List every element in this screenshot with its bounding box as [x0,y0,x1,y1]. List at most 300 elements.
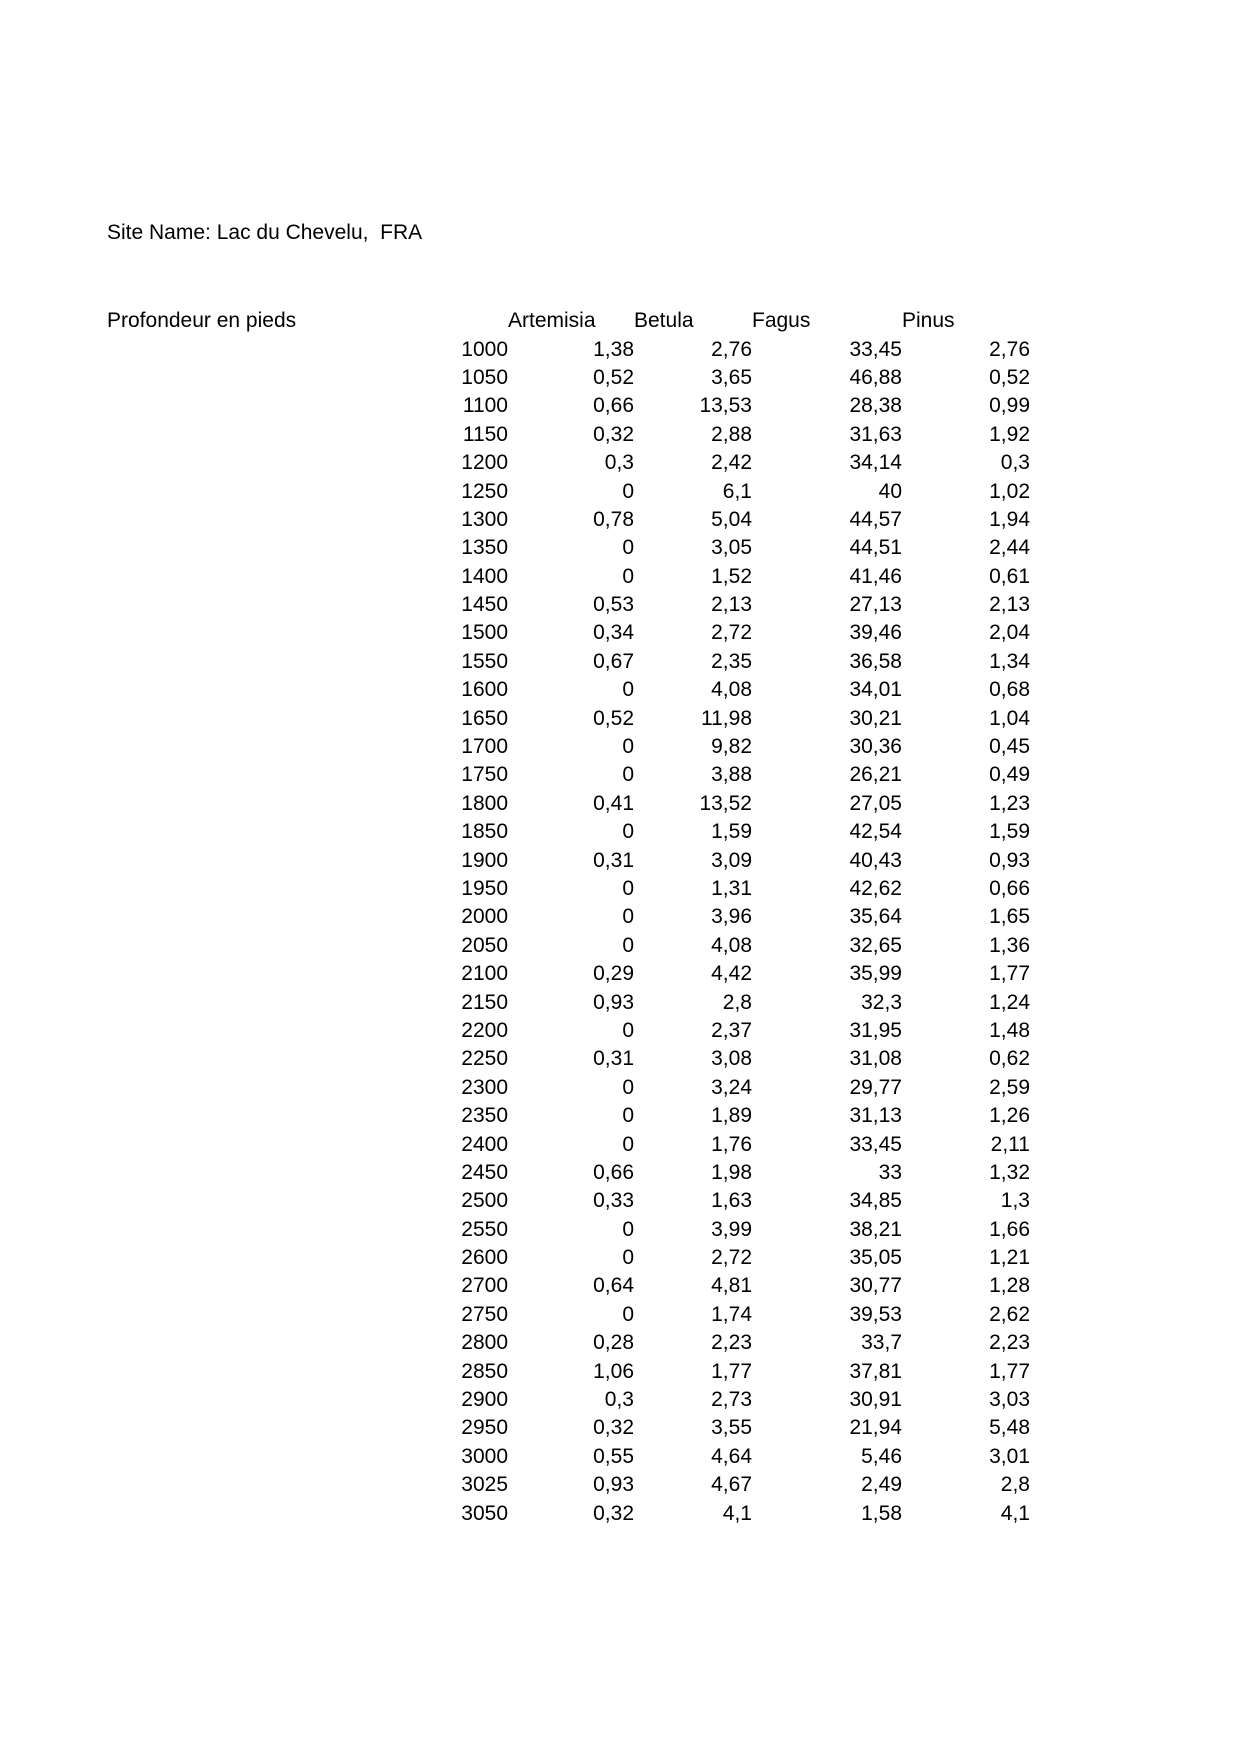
cell-artemisia: 0,31 [593,848,634,872]
cell-depth: 2550 [461,1217,508,1241]
cell-pinus: 1,66 [989,1217,1030,1241]
cell-depth: 2450 [461,1160,508,1184]
row-label-spacer [107,648,392,676]
table-row [107,676,1030,704]
cell-pinus: 2,76 [989,337,1030,361]
cell-artemisia: 0,31 [593,1047,634,1071]
cell-fagus: 41,46 [849,564,902,588]
cell-betula: 4,08 [711,678,752,702]
cell-depth: 2850 [461,1359,508,1383]
row-label-spacer [107,1159,392,1187]
cell-betula: 3,65 [711,365,752,389]
cell-depth: 1300 [461,507,508,531]
cell-artemisia: 0,53 [593,593,634,617]
table-row [107,1216,1030,1244]
cell-pinus: 0,99 [989,394,1030,418]
cell-betula: 3,96 [711,905,752,929]
table-row [107,563,1030,591]
row-label-spacer [107,676,392,704]
cell-depth: 2750 [461,1302,508,1326]
cell-depth: 1350 [461,536,508,560]
cell-depth: 1800 [461,791,508,815]
cell-pinus: 2,11 [990,1132,1030,1156]
cell-artemisia: 0,28 [593,1331,634,1355]
cell-depth: 1400 [461,564,508,588]
cell-fagus: 33,45 [849,337,902,361]
cell-artemisia: 0,3 [604,451,634,475]
cell-pinus: 0,93 [989,848,1030,872]
cell-fagus: 35,99 [849,962,902,986]
cell-fagus: 44,57 [849,507,902,531]
cell-depth: 1550 [461,649,508,673]
table-row [107,1187,1030,1215]
table-row [107,1130,1030,1158]
cell-depth: 1200 [461,451,508,475]
cell-depth: 2250 [461,1047,508,1071]
cell-fagus: 34,85 [849,1189,902,1213]
table-row [107,1017,1030,1045]
cell-betula: 3,88 [711,763,752,787]
cell-depth: 1750 [461,763,508,787]
cell-depth: 2150 [461,990,508,1014]
cell-depth: 1850 [461,820,508,844]
cell-fagus: 35,05 [849,1246,902,1270]
cell-depth: 2200 [461,1018,508,1042]
cell-artemisia: 0,78 [593,507,634,531]
cell-artemisia: 0 [622,564,634,588]
row-label-spacer [107,1329,392,1357]
table-row [107,1301,1030,1329]
pollen-data-table [107,307,1030,1528]
row-label-spacer [107,903,392,931]
cell-artemisia: 0 [622,1075,634,1099]
cell-fagus: 31,13 [849,1104,902,1128]
cell-pinus: 0,52 [989,365,1030,389]
column-header-artemisia: Artemisia [508,309,596,333]
cell-artemisia: 0 [622,1104,634,1128]
cell-fagus: 38,21 [849,1217,902,1241]
cell-fagus: 31,95 [849,1018,902,1042]
cell-pinus: 2,59 [989,1075,1030,1099]
cell-pinus: 1,34 [989,649,1030,673]
cell-fagus: 30,21 [849,706,902,730]
table-row [107,1471,1030,1499]
cell-fagus: 44,51 [849,536,902,560]
cell-fagus: 30,91 [849,1388,902,1412]
table-row [107,1499,1030,1527]
cell-fagus: 30,77 [849,1274,902,1298]
table-row [107,534,1030,562]
cell-artemisia: 0,52 [593,365,634,389]
cell-betula: 6,1 [722,479,752,503]
table-row [107,846,1030,874]
cell-pinus: 0,62 [989,1047,1030,1071]
cell-artemisia: 0 [622,1132,634,1156]
cell-pinus: 2,13 [989,593,1030,617]
cell-fagus: 42,54 [849,820,902,844]
table-row [107,960,1030,988]
cell-depth: 1650 [461,706,508,730]
cell-fagus: 2,49 [861,1473,902,1497]
row-label-spacer [107,875,392,903]
cell-artemisia: 0 [622,1018,634,1042]
cell-artemisia: 0,64 [593,1274,634,1298]
cell-depth: 1500 [461,621,508,645]
cell-pinus: 2,8 [1000,1473,1030,1497]
cell-fagus: 1,58 [861,1501,902,1525]
cell-fagus: 33,7 [861,1331,902,1355]
cell-artemisia: 0,66 [593,1160,634,1184]
cell-pinus: 0,49 [989,763,1030,787]
row-label-spacer [107,704,392,732]
cell-depth: 1600 [461,678,508,702]
table-row [107,335,1030,363]
column-header-pinus: Pinus [902,309,955,333]
cell-fagus: 31,08 [849,1047,902,1071]
cell-betula: 4,64 [711,1444,752,1468]
site-name-title: Site Name: Lac du Chevelu, FRA [107,221,423,244]
cell-pinus: 1,21 [989,1246,1030,1270]
cell-artemisia: 0,55 [593,1444,634,1468]
cell-depth: 1250 [461,479,508,503]
cell-pinus: 1,77 [989,962,1030,986]
cell-pinus: 0,61 [989,564,1030,588]
cell-fagus: 40 [878,479,902,503]
cell-fagus: 33,45 [849,1132,902,1156]
header-row [107,307,1030,335]
cell-artemisia: 0,29 [593,962,634,986]
cell-pinus: 3,01 [989,1444,1030,1468]
row-label-spacer [107,1357,392,1385]
cell-betula: 4,1 [722,1501,752,1525]
cell-betula: 13,53 [699,394,752,418]
cell-betula: 2,72 [711,621,752,645]
table-row [107,1045,1030,1073]
cell-artemisia: 0 [622,1217,634,1241]
cell-pinus: 5,48 [989,1416,1030,1440]
table-row [107,733,1030,761]
table-row [107,619,1030,647]
row-label-spacer [107,988,392,1016]
table-row [107,449,1030,477]
cell-depth: 1100 [462,394,508,418]
table-row [107,988,1030,1016]
cell-betula: 2,76 [711,337,752,361]
row-label-spacer [107,449,392,477]
row-label-spacer [107,1017,392,1045]
row-label-spacer [107,733,392,761]
cell-fagus: 29,77 [849,1075,902,1099]
cell-artemisia: 0,67 [593,649,634,673]
row-label-spacer [107,563,392,591]
table-row [107,704,1030,732]
cell-betula: 1,76 [711,1132,752,1156]
row-label-spacer [107,534,392,562]
row-label-spacer [107,1499,392,1527]
cell-betula: 3,24 [711,1075,752,1099]
cell-fagus: 42,62 [849,877,902,900]
cell-betula: 2,72 [711,1246,752,1270]
cell-fagus: 26,21 [849,763,902,787]
cell-betula: 5,04 [711,507,752,531]
table-row [107,506,1030,534]
cell-betula: 13,52 [699,791,752,815]
table-row [107,477,1030,505]
cell-pinus: 1,65 [989,905,1030,929]
cell-depth: 1900 [461,848,508,872]
cell-depth: 1050 [461,365,508,389]
cell-fagus: 21,94 [849,1416,902,1440]
cell-pinus: 1,28 [989,1274,1030,1298]
cell-depth: 2100 [461,962,508,986]
cell-fagus: 32,3 [861,990,902,1014]
cell-pinus: 1,3 [1000,1189,1030,1213]
cell-depth: 2950 [461,1416,508,1440]
cell-depth: 1450 [461,593,508,617]
table-row [107,875,1030,903]
table-row [107,1443,1030,1471]
cell-depth: 2800 [461,1331,508,1355]
cell-fagus: 37,81 [849,1359,902,1383]
cell-depth: 2000 [461,905,508,929]
cell-artemisia: 0 [622,479,634,503]
column-header-fagus: Fagus [752,309,811,333]
cell-betula: 4,81 [711,1274,752,1298]
table-row [107,761,1030,789]
table-body [107,335,1030,1527]
cell-pinus: 1,26 [989,1104,1030,1128]
cell-betula: 1,59 [711,820,752,844]
cell-artemisia: 0 [622,1302,634,1326]
cell-depth: 2300 [461,1075,508,1099]
cell-fagus: 30,36 [849,735,902,759]
cell-betula: 9,82 [711,735,752,759]
cell-depth: 1700 [461,735,508,759]
cell-artemisia: 0 [622,536,634,560]
cell-fagus: 5,46 [861,1444,902,1468]
row-label-spacer [107,591,392,619]
cell-betula: 1,74 [711,1302,752,1326]
row-label-spacer [107,1471,392,1499]
table-row [107,1159,1030,1187]
cell-pinus: 1,48 [989,1018,1030,1042]
cell-betula: 4,67 [711,1473,752,1497]
cell-depth: 2400 [461,1132,508,1156]
cell-betula: 2,35 [711,649,752,673]
depth-values-column-spacer [392,307,508,335]
row-label-spacer [107,1244,392,1272]
cell-artemisia: 0 [622,678,634,702]
table-row [107,591,1030,619]
cell-betula: 3,99 [711,1217,752,1241]
cell-artemisia: 0 [622,735,634,759]
row-label-spacer [107,335,392,363]
row-label-spacer [107,1272,392,1300]
table-row [107,818,1030,846]
row-label-spacer [107,790,392,818]
cell-depth: 2050 [461,933,508,957]
cell-depth: 2350 [461,1104,508,1128]
cell-betula: 2,88 [711,422,752,446]
cell-pinus: 1,77 [989,1359,1030,1383]
cell-fagus: 34,14 [849,451,902,475]
cell-betula: 4,42 [711,962,752,986]
cell-betula: 3,05 [711,536,752,560]
cell-artemisia: 0,93 [593,990,634,1014]
column-header-betula: Betula [634,309,694,333]
row-label-spacer [107,1386,392,1414]
cell-betula: 2,23 [711,1331,752,1355]
table-row [107,648,1030,676]
cell-betula: 1,77 [711,1359,752,1383]
row-label-spacer [107,818,392,846]
cell-artemisia: 0,32 [593,1416,634,1440]
table-row [107,932,1030,960]
row-label-spacer [107,1414,392,1442]
row-label-spacer [107,1130,392,1158]
table-row [107,1074,1030,1102]
cell-depth: 3000 [461,1444,508,1468]
table-row [107,1414,1030,1442]
cell-artemisia: 0,32 [593,1501,634,1525]
row-label-spacer [107,846,392,874]
cell-fagus: 46,88 [849,365,902,389]
cell-pinus: 1,23 [989,791,1030,815]
cell-betula: 1,52 [711,564,752,588]
cell-artemisia: 0,52 [593,706,634,730]
depth-column-header: Profondeur en pieds [107,309,297,333]
cell-pinus: 1,24 [989,990,1030,1014]
cell-fagus: 39,53 [849,1302,902,1326]
cell-fagus: 40,43 [849,848,902,872]
cell-artemisia: 0,66 [593,394,634,418]
cell-pinus: 1,94 [989,507,1030,531]
row-label-spacer [107,392,392,420]
row-label-spacer [107,761,392,789]
cell-betula: 1,63 [711,1189,752,1213]
row-label-spacer [107,421,392,449]
cell-fagus: 39,46 [849,621,902,645]
cell-betula: 3,09 [711,848,752,872]
cell-pinus: 4,1 [1000,1501,1030,1525]
cell-artemisia: 0 [622,933,634,957]
cell-depth: 1950 [461,877,508,900]
table-row [107,1272,1030,1300]
cell-pinus: 3,03 [989,1388,1030,1412]
row-label-spacer [107,1301,392,1329]
row-label-spacer [107,1102,392,1130]
cell-pinus: 0,66 [989,877,1030,900]
cell-pinus: 1,92 [989,422,1030,446]
cell-pinus: 0,45 [989,735,1030,759]
cell-pinus: 2,44 [989,536,1030,560]
cell-artemisia: 1,38 [593,337,634,361]
cell-fagus: 36,58 [849,649,902,673]
table-row [107,392,1030,420]
cell-pinus: 2,62 [989,1302,1030,1326]
cell-artemisia: 0,33 [593,1189,634,1213]
cell-betula: 11,98 [701,706,752,730]
cell-fagus: 35,64 [849,905,902,929]
row-label-spacer [107,1187,392,1215]
cell-pinus: 2,23 [989,1331,1030,1355]
cell-betula: 2,8 [722,990,752,1014]
cell-betula: 3,55 [711,1416,752,1440]
cell-betula: 1,89 [711,1104,752,1128]
cell-depth: 2500 [461,1189,508,1213]
cell-depth: 1000 [461,337,508,361]
cell-betula: 2,42 [711,451,752,475]
row-label-spacer [107,960,392,988]
cell-artemisia: 0 [622,877,634,900]
cell-betula: 1,98 [711,1160,752,1184]
cell-artemisia: 0,3 [604,1388,634,1412]
table-row [107,1386,1030,1414]
cell-artemisia: 0,93 [593,1473,634,1497]
row-label-spacer [107,1443,392,1471]
cell-depth: 2600 [461,1246,508,1270]
cell-artemisia: 0,34 [593,621,634,645]
row-label-spacer [107,932,392,960]
table-row [107,421,1030,449]
table-row [107,790,1030,818]
row-label-spacer [107,477,392,505]
cell-pinus: 2,04 [989,621,1030,645]
cell-betula: 1,31 [711,877,752,900]
table-row [107,1329,1030,1357]
cell-pinus: 1,04 [989,706,1030,730]
cell-artemisia: 0 [622,1246,634,1270]
table-row [107,1102,1030,1130]
cell-artemisia: 0 [622,905,634,929]
cell-pinus: 1,32 [989,1160,1030,1184]
row-label-spacer [107,1074,392,1102]
cell-fagus: 27,05 [849,791,902,815]
cell-artemisia: 0 [622,820,634,844]
cell-betula: 4,08 [711,933,752,957]
cell-fagus: 33 [878,1160,902,1184]
cell-fagus: 32,65 [849,933,902,957]
cell-depth: 3025 [461,1473,508,1497]
cell-artemisia: 0,41 [593,791,634,815]
cell-fagus: 34,01 [849,678,902,702]
row-label-spacer [107,619,392,647]
row-label-spacer [107,1216,392,1244]
cell-artemisia: 0 [622,763,634,787]
cell-fagus: 28,38 [849,394,902,418]
table-row [107,364,1030,392]
cell-pinus: 1,02 [989,479,1030,503]
cell-pinus: 0,68 [989,678,1030,702]
cell-betula: 3,08 [711,1047,752,1071]
table-row [107,1244,1030,1272]
row-label-spacer [107,364,392,392]
cell-depth: 2900 [461,1388,508,1412]
row-label-spacer [107,1045,392,1073]
cell-pinus: 1,36 [989,933,1030,957]
cell-depth: 3050 [461,1501,508,1525]
cell-betula: 2,37 [711,1018,752,1042]
cell-depth: 2700 [461,1274,508,1298]
cell-artemisia: 1,06 [593,1359,634,1383]
cell-betula: 2,13 [711,593,752,617]
cell-artemisia: 0,32 [593,422,634,446]
table-row [107,903,1030,931]
cell-pinus: 1,59 [989,820,1030,844]
cell-depth: 1150 [462,422,508,446]
cell-fagus: 31,63 [849,422,902,446]
cell-betula: 2,73 [711,1388,752,1412]
